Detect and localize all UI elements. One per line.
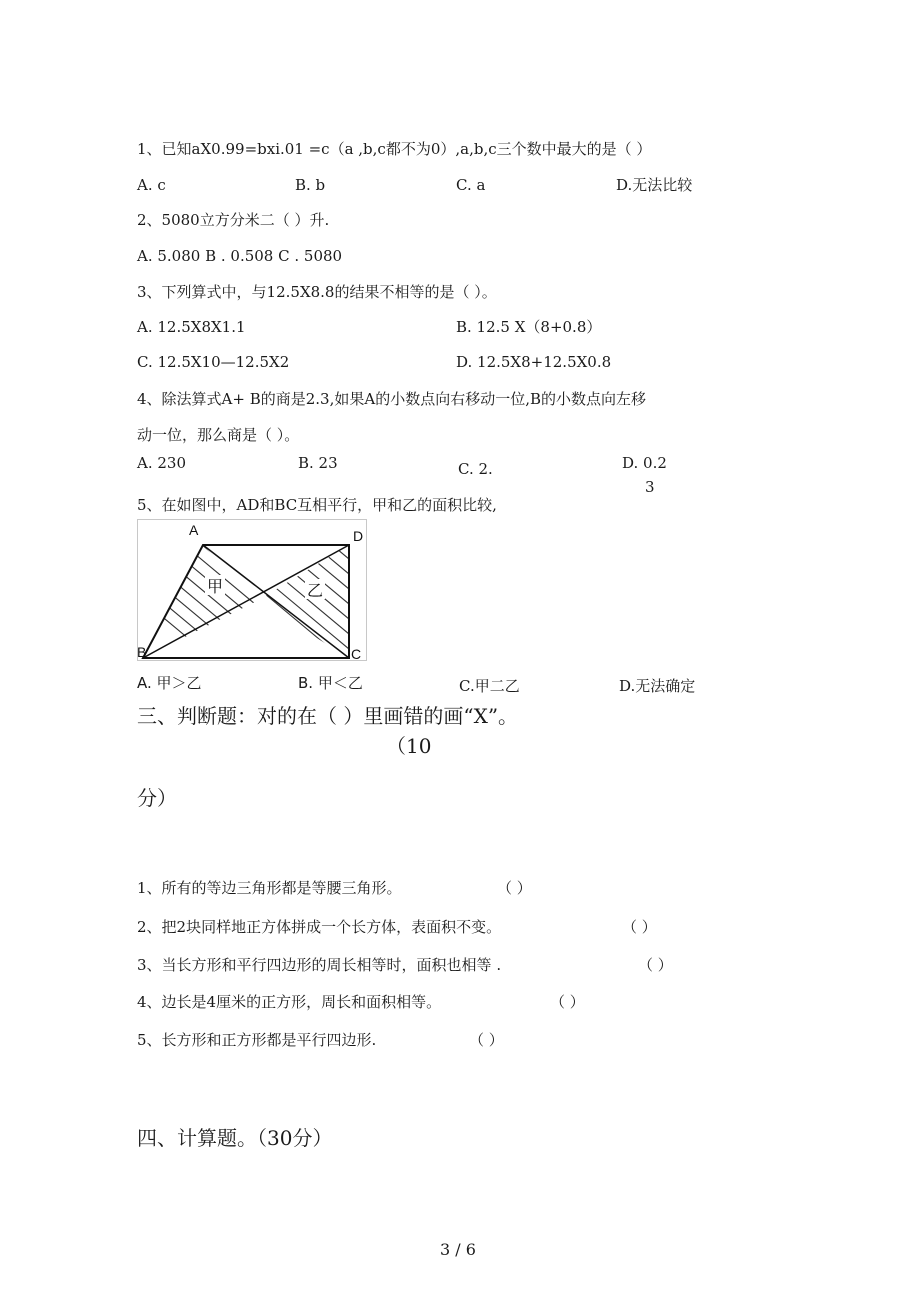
- q2-options: A. 5.080 B . 0.508 C . 5080: [137, 247, 343, 265]
- q3-option-a: A. 12.5X8X1.1: [137, 318, 246, 336]
- q5-figure: [137, 519, 367, 661]
- q3-option-d: D. 12.5X8+12.5X0.8: [456, 353, 612, 371]
- q1-stem: 1、已知aX0.99=bxi.01 =c（a ,b,c都不为0）,a,b,c三个数中最大的是（ ）: [137, 140, 652, 158]
- label-b: B: [137, 644, 147, 660]
- section3-score-close: 分）: [137, 786, 177, 810]
- judge-item-5-text: 5、长方形和正方形都是平行四边形.: [137, 1031, 377, 1049]
- q5-option-d: D.无法确定: [619, 677, 696, 695]
- q4-option-a: A. 230: [137, 454, 186, 472]
- q5-option-a: A. 甲＞乙: [137, 674, 202, 692]
- label-a: A: [189, 522, 199, 538]
- judge-item-4-text: 4、边长是4厘米的正方形，周长和面积相等。: [137, 993, 442, 1011]
- q2-stem: 2、5080立方分米二（ ）升.: [137, 211, 330, 229]
- q1-option-a: A. c: [137, 176, 166, 194]
- q5-option-c: C.甲二乙: [459, 677, 520, 695]
- q4-option-d: D. 0.2: [622, 454, 667, 472]
- q4-option-c: C. 2.: [458, 460, 493, 478]
- section3-score-open: （10: [386, 734, 432, 758]
- q4-stem-line1: 4、除法算式A+ B的商是2.3,如果A的小数点向右移动一位,B的小数点向左移: [137, 390, 646, 408]
- q1-option-b: B. b: [295, 176, 326, 194]
- judge-item-3-blank: （ ）: [638, 956, 673, 974]
- q4-option-d-extra: 3: [645, 478, 655, 496]
- yi-hatching: [217, 519, 367, 661]
- label-c: C: [351, 646, 362, 661]
- q5-stem: 5、在如图中，AD和BC互相平行，甲和乙的面积比较,: [137, 496, 497, 514]
- q4-stem-line2: 动一位，那么商是（ ）。: [137, 426, 300, 444]
- trapezoid-diagram: [137, 519, 367, 661]
- q4-option-b: B. 23: [298, 454, 338, 472]
- section3-title: 三、判断题：对的在（ ）里画错的画“X”。: [137, 704, 519, 728]
- judge-item-5-blank: （ ）: [469, 1031, 504, 1049]
- q3-option-b: B. 12.5 X（8+0.8）: [456, 318, 602, 336]
- judge-item-1-text: 1、所有的等边三角形都是等腰三角形。: [137, 879, 402, 897]
- judge-item-2-blank: （ ）: [622, 918, 657, 936]
- label-d: D: [353, 528, 364, 544]
- page-number: 3 / 6: [440, 1240, 476, 1259]
- judge-item-1-blank: （ ）: [497, 879, 532, 897]
- judge-item-4-blank: （ ）: [550, 993, 585, 1011]
- diagonal-ac: [203, 545, 349, 658]
- label-jia: 甲: [207, 577, 224, 596]
- section4-title: 四、计算题。（30分）: [137, 1126, 333, 1150]
- label-yi: 乙: [307, 581, 324, 600]
- q1-option-d: D.无法比较: [616, 176, 693, 194]
- q3-stem: 3、下列算式中，与12.5X8.8的结果不相等的是（ ）。: [137, 283, 497, 301]
- q5-option-b: B. 甲＜乙: [298, 674, 363, 692]
- q1-option-c: C. a: [456, 176, 486, 194]
- q3-option-c: C. 12.5X10—12.5X2: [137, 353, 290, 371]
- judge-item-3-text: 3、当长方形和平行四边形的周长相等时，面积也相等 .: [137, 956, 502, 974]
- judge-item-2-text: 2、把2块同样地正方体拼成一个长方体，表面积不变。: [137, 918, 502, 936]
